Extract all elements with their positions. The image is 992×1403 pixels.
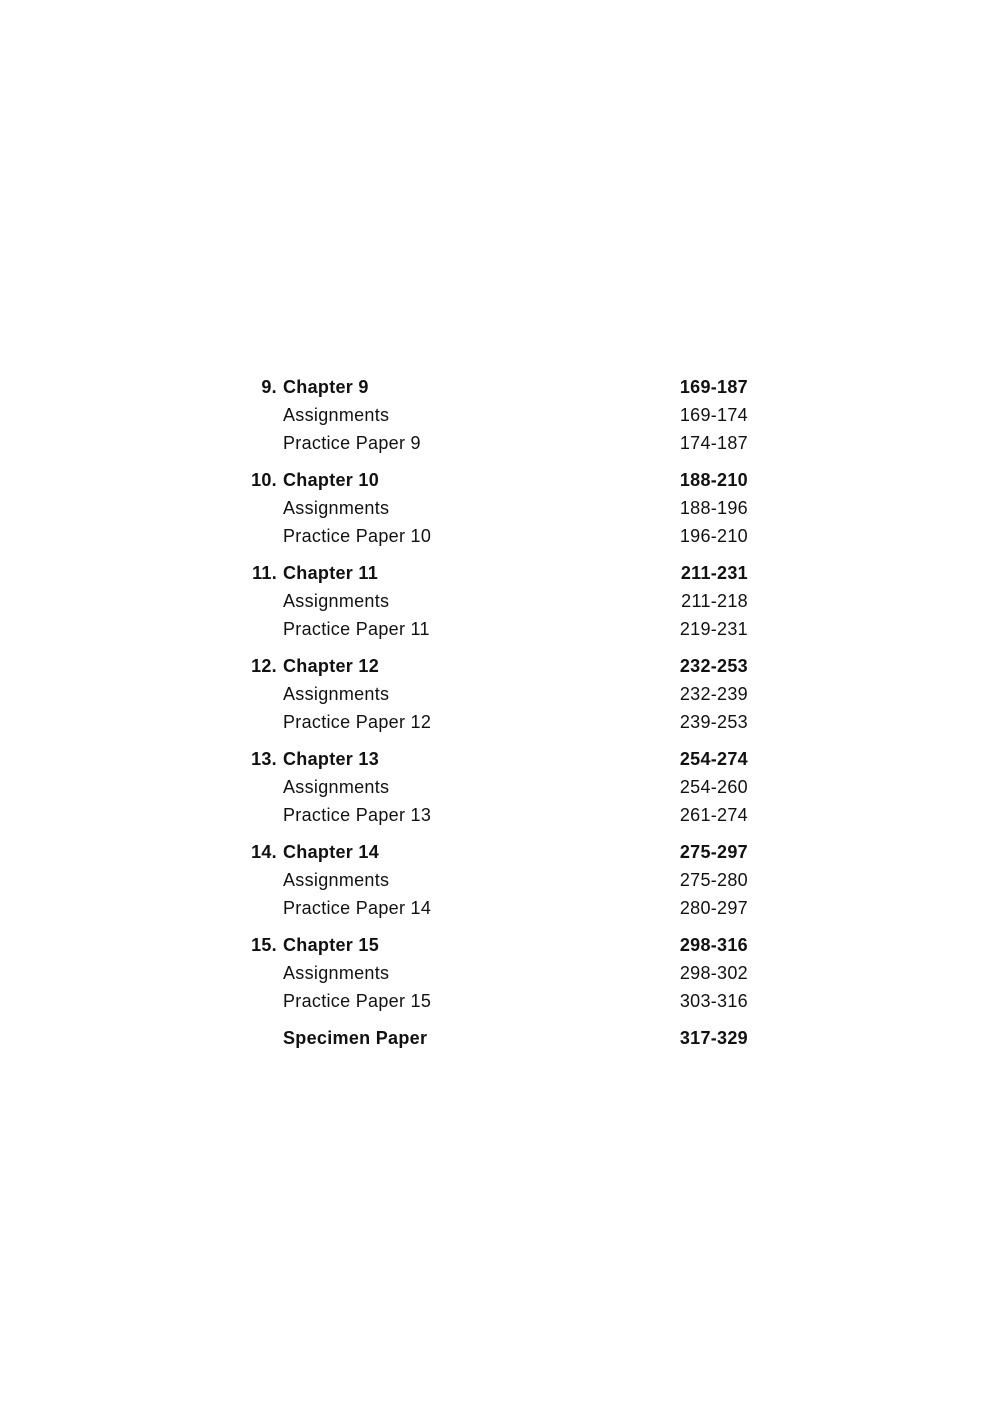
chapter-number: 13. xyxy=(251,749,277,769)
toc-sub-row[interactable] xyxy=(240,894,750,922)
toc-group-chapter-12 xyxy=(240,652,750,736)
toc-sub-row[interactable] xyxy=(240,866,750,894)
chapter-page-range: 254-274 xyxy=(679,749,748,769)
sub-item-title: Practice Paper 12 xyxy=(283,712,432,732)
chapter-title: Chapter 13 xyxy=(283,749,380,769)
sub-item-page-range: 174-187 xyxy=(679,433,748,453)
sub-item-page-range: 169-174 xyxy=(679,405,748,425)
chapter-title: Chapter 15 xyxy=(283,935,380,955)
sub-item-title: Assignments xyxy=(283,498,390,518)
sub-item-title: Practice Paper 10 xyxy=(283,526,432,546)
chapter-title: Chapter 11 xyxy=(283,563,379,583)
chapter-page-range: 211-231 xyxy=(680,563,748,583)
sub-item-title: Practice Paper 9 xyxy=(283,433,421,453)
toc-chapter-row[interactable] xyxy=(240,559,750,587)
sub-item-page-range: 219-231 xyxy=(679,619,748,639)
chapter-number: 10. xyxy=(251,470,277,490)
chapter-page-range: 169-187 xyxy=(679,377,748,397)
chapter-page-range: 232-253 xyxy=(679,656,748,676)
sub-item-title: Practice Paper 15 xyxy=(283,991,432,1011)
toc-sub-row[interactable] xyxy=(240,494,750,522)
sub-item-page-range: 188-196 xyxy=(679,498,748,518)
toc-sub-row[interactable] xyxy=(240,801,750,829)
sub-item-title: Assignments xyxy=(283,870,390,890)
chapter-number: 12. xyxy=(251,656,277,676)
toc-group-specimen xyxy=(240,1024,750,1052)
sub-item-page-range: 303-316 xyxy=(679,991,748,1011)
sub-item-page-range: 196-210 xyxy=(679,526,748,546)
sub-item-page-range: 280-297 xyxy=(679,898,748,918)
sub-item-title: Practice Paper 14 xyxy=(283,898,432,918)
toc-chapter-row[interactable] xyxy=(240,745,750,773)
toc-chapter-row[interactable] xyxy=(240,373,750,401)
sub-item-title: Practice Paper 13 xyxy=(283,805,432,825)
table-of-contents xyxy=(240,373,750,1061)
sub-item-page-range: 232-239 xyxy=(679,684,748,704)
toc-sub-row[interactable] xyxy=(240,680,750,708)
toc-group-chapter-13 xyxy=(240,745,750,829)
toc-chapter-row[interactable] xyxy=(240,931,750,959)
toc-sub-row[interactable] xyxy=(240,987,750,1015)
sub-item-title: Assignments xyxy=(283,405,390,425)
toc-sub-row[interactable] xyxy=(240,522,750,550)
sub-item-title: Assignments xyxy=(283,777,390,797)
toc-chapter-row[interactable] xyxy=(240,838,750,866)
toc-group-chapter-9 xyxy=(240,373,750,457)
chapter-number: 9. xyxy=(261,377,277,397)
chapter-number: 11. xyxy=(252,563,277,583)
specimen-title: Specimen Paper xyxy=(283,1028,428,1048)
specimen-page-range: 317-329 xyxy=(679,1028,748,1048)
toc-sub-row[interactable] xyxy=(240,401,750,429)
toc-sub-row[interactable] xyxy=(240,959,750,987)
chapter-page-range: 275-297 xyxy=(679,842,748,862)
toc-chapter-row[interactable] xyxy=(240,466,750,494)
chapter-title: Chapter 9 xyxy=(283,377,369,397)
toc-sub-row[interactable] xyxy=(240,429,750,457)
toc-sub-row[interactable] xyxy=(240,773,750,801)
sub-item-page-range: 239-253 xyxy=(679,712,748,732)
sub-item-title: Practice Paper 11 xyxy=(283,619,430,639)
chapter-number: 14. xyxy=(251,842,277,862)
chapter-page-range: 298-316 xyxy=(679,935,748,955)
sub-item-title: Assignments xyxy=(283,591,390,611)
toc-group-chapter-14 xyxy=(240,838,750,922)
chapter-title: Chapter 12 xyxy=(283,656,380,676)
sub-item-page-range: 298-302 xyxy=(679,963,748,983)
toc-chapter-row[interactable] xyxy=(240,652,750,680)
toc-group-chapter-11 xyxy=(240,559,750,643)
sub-item-title: Assignments xyxy=(283,684,390,704)
toc-sub-row[interactable] xyxy=(240,708,750,736)
toc-group-chapter-15 xyxy=(240,931,750,1015)
sub-item-page-range: 254-260 xyxy=(679,777,748,797)
chapter-title: Chapter 14 xyxy=(283,842,380,862)
toc-specimen-row[interactable] xyxy=(240,1024,750,1052)
chapter-title: Chapter 10 xyxy=(283,470,380,490)
chapter-number: 15. xyxy=(251,935,277,955)
sub-item-page-range: 261-274 xyxy=(679,805,748,825)
chapter-page-range: 188-210 xyxy=(679,470,748,490)
sub-item-title: Assignments xyxy=(283,963,390,983)
sub-item-page-range: 211-218 xyxy=(681,591,748,611)
sub-item-page-range: 275-280 xyxy=(679,870,748,890)
toc-sub-row[interactable] xyxy=(240,587,750,615)
toc-group-chapter-10 xyxy=(240,466,750,550)
toc-sub-row[interactable] xyxy=(240,615,750,643)
